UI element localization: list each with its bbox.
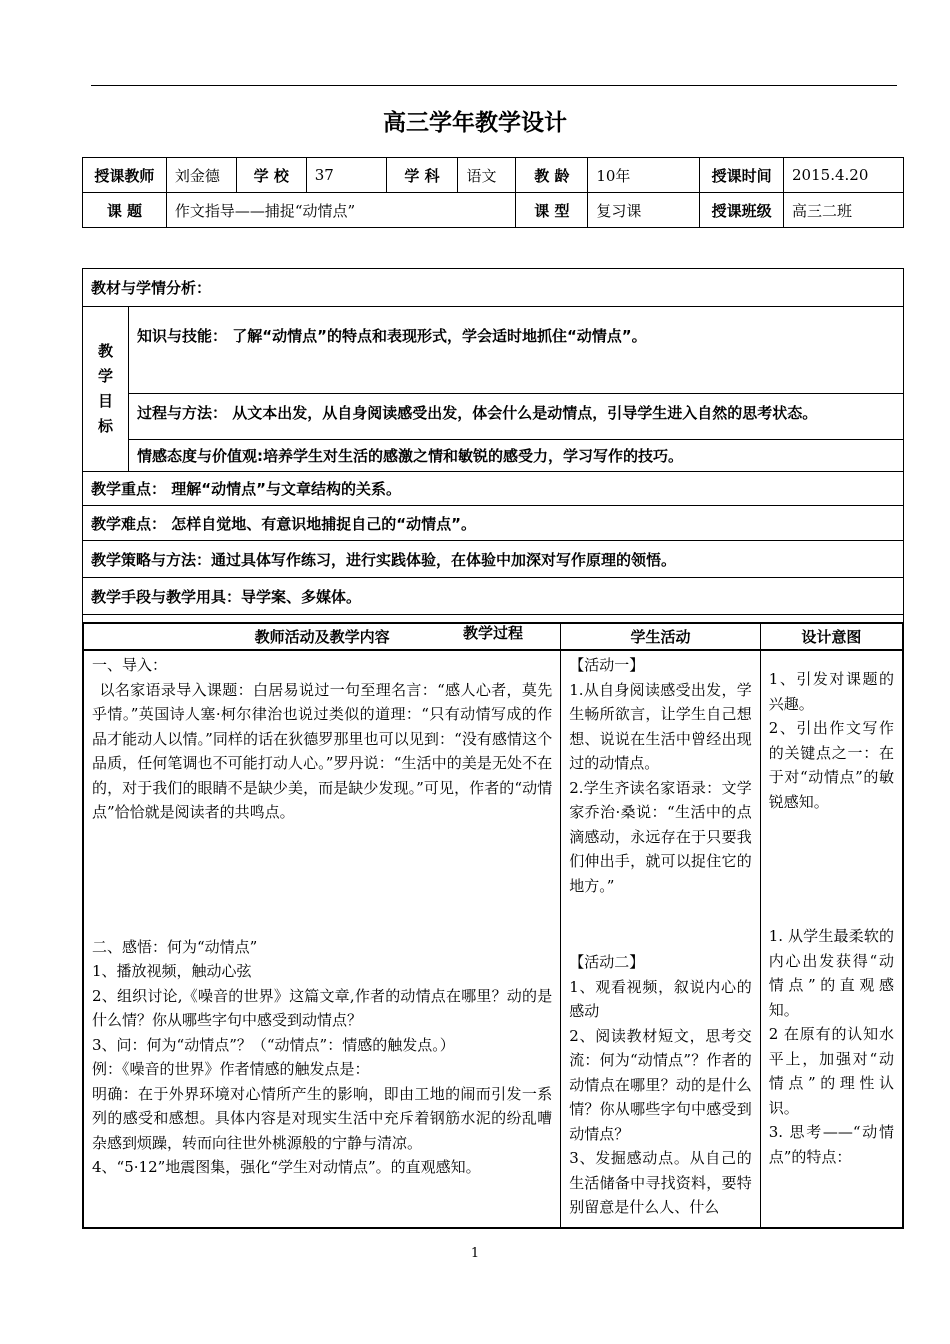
intro-body: 以名家语录导入课题：白居易说过一句至理名言：“感人心者，莫先乎情。”英国诗人塞·柯尔律治也说过类似的道理：“只有动情写成的作品才能动人以情。”同样的话在狄德罗那里也可以见到：“没有感情这个品质，任何笔调也不可能打动人心。”罗丹说：“生活中的美是无处不在的，对于我们的眼睛不是缺少美，而是缺少发现。”可见，作者的“动情点”恰恰就是阅读者的共鸣点。: [92, 680, 553, 821]
section2-line: 1、播放视频，触动心弦: [92, 962, 252, 980]
teacher-activity-cell: [83, 651, 561, 1229]
class-label: 授课班级: [700, 193, 784, 228]
header-teacher-activity: 教师活动及教学内容: [83, 623, 561, 651]
time-value: 2015.4.20: [784, 158, 904, 193]
teacher-value: 刘金德: [166, 158, 236, 193]
goals-label-char: 标: [97, 417, 113, 435]
materials-analysis: 教材与学情分析：: [83, 269, 904, 307]
goals-label-char: 教: [97, 342, 113, 360]
intent2-line: 2 在原有的认知水平上，加强对“动情点”的理性认识。: [768, 1025, 894, 1117]
activity2-line: 1、观看视频，叙说内心的感动: [569, 977, 752, 1020]
intent1-line: 2、引出作文写作的关键点之一：在于对“动情点”的敏锐感知。: [768, 719, 894, 811]
time-label: 授课时间: [700, 158, 784, 193]
teacher-label: 授课教师: [83, 158, 167, 193]
header-student-activity: 学生活动: [561, 623, 761, 651]
section2-line: 2、组织讨论,《噪音的世界》这篇文章,作者的动情点在哪里？动的是什么情？你从哪些字句中感受到动情点？: [92, 986, 553, 1029]
topic-label: 课 题: [83, 193, 167, 228]
teaching-difficulty: 教学难点： 怎样自觉地、有意识地捕捉自己的“动情点”。: [83, 506, 904, 541]
goal-process: 过程与方法： 从文本出发，从自身阅读感受出发，体会什么是动情点，引导学生进入自然的思考状态。: [129, 394, 904, 440]
topic-value: 作文指导——捕捉“动情点”: [166, 193, 516, 228]
section2-line: 明确：在于外界环境对心情所产生的影响，即由工地的闹而引发一系列的感受和感想。具体内容是对现实生活中充斥着钢筋水泥的纷乱嘈杂感到烦躁，转而向往世外桃源般的宁静与清凉。: [92, 1084, 553, 1152]
section2-line: 4、“5·12”地震图集，强化“学生对动情点”。的直观感知。: [92, 1158, 481, 1176]
page-number: 1: [470, 1246, 480, 1261]
header-rule: [91, 85, 897, 86]
student-activity-cell: [561, 651, 761, 1229]
activity1-line: 1.从自身阅读感受出发，学生畅所欲言，让学生自己想想、说说在生活中曾经出现过的动情点。: [569, 680, 752, 772]
teaching-tools: 教学手段与教学用具：导学案、多媒体。: [83, 578, 904, 615]
goals-label-char: 目: [97, 392, 113, 410]
design-intent-cell: [760, 651, 903, 1229]
intent2-line: 3. 思考——“动情点”的特点：: [768, 1123, 894, 1166]
intent2-line: 1. 从学生最柔软的内心出发获得“动情点”的直观感知。: [768, 927, 894, 1019]
teaching-strategy: 教学策略与方法：通过具体写作练习，进行实践体验，在体验中加深对写作原理的领悟。: [83, 541, 904, 578]
goal-knowledge: 知识与技能： 了解“动情点”的特点和表现形式，学会适时地抓住“动情点”。: [129, 307, 904, 394]
class-value: 高三二班: [784, 193, 904, 228]
type-value: 复习课: [588, 193, 700, 228]
teaching-key-point: 教学重点： 理解“动情点”与文章结构的关系。: [83, 472, 904, 506]
section2-title: 二、感悟：何为“动情点”: [92, 937, 258, 956]
goal-emotion: 情感态度与价值观:培养学生对生活的感激之情和敏锐的感受力，学习写作的技巧。: [129, 440, 904, 472]
teaching-process-heading: 教学过程: [83, 615, 904, 650]
section2-line: 3、问：何为“动情点”？（“动情点”：情感的触发点。）: [92, 1035, 455, 1054]
goals-label: [83, 307, 129, 472]
activity2-line: 3、发掘感动点。从自己的生活储备中寻找资料，要特别留意是什么人、什么: [569, 1149, 752, 1216]
subject-value: 语文: [458, 158, 516, 193]
activity2-title: 【活动二】: [569, 953, 645, 971]
activity1-title: 【活动一】: [569, 656, 645, 674]
section2-line: 例：《噪音的世界》作者情感的触发点是：: [92, 1060, 370, 1078]
activity2-line: 2、阅读教材短文，思考交流：何为“动情点”？作者的动情点在哪里？动的是什么情？你从哪些字句中感受到动情点？: [569, 1026, 752, 1143]
school-value: 37: [306, 158, 386, 193]
header-design-intent: 设计意图: [760, 623, 903, 651]
document-title: 高三学年教学设计: [383, 110, 567, 136]
intro-title: 一、导入：: [92, 656, 168, 674]
intent1-line: 1、引发对课题的兴趣。: [768, 670, 894, 713]
course-info-table: [82, 157, 904, 228]
subject-label: 学 科: [386, 158, 458, 193]
analysis-table: [82, 268, 904, 650]
activity1-line: 2.学生齐读名家语录：文学家乔治·桑说：“生活中的点滴感动，永远存在于只要我们伸出手，就可以捉住它的地方。”: [569, 778, 752, 895]
process-table: [82, 622, 904, 1229]
age-label: 教 龄: [516, 158, 588, 193]
goals-label-char: 学: [97, 367, 113, 385]
type-label: 课 型: [516, 193, 588, 228]
age-value: 10年: [588, 158, 700, 193]
school-label: 学 校: [236, 158, 306, 193]
